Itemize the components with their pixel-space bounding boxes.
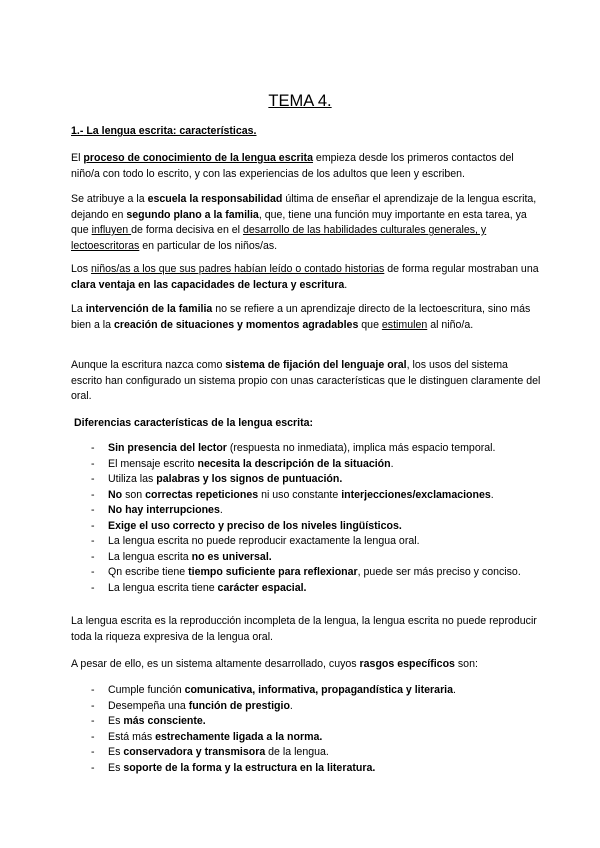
list-item: - La lengua escrita no es universal. [71,550,541,566]
list-item: - Qn escribe tiene tiempo suficiente para reflexionar, puede ser más preciso y conciso. [71,565,541,581]
list-item: - Utiliza las palabras y los signos de puntuación. [71,472,541,488]
paragraph-6: La lengua escrita es la reproducción incompleta de la lengua, la lengua escrita no puede reproducir toda la riqueza expresiva de la lengua oral. [71,615,537,643]
list-item: - La lengua escrita no puede reproducir exactamente la lengua oral. [71,534,541,550]
differences-heading: Diferencias características de la lengua escrita: [74,417,314,429]
paragraph-1: El proceso de conocimiento de la lengua escrita empieza desde los primeros contactos del niño/a con todo lo escrito, y con las experiencias de los adultos que leen y escriben. [71,152,514,180]
list-item: - No son correctas repeticiones ni uso constante interjecciones/exclamaciones. [71,488,541,504]
list-item: - La lengua escrita tiene carácter espacial. [71,581,541,597]
list-item: - Cumple función comunicativa, informativa, propagandística y literaria. [71,683,541,699]
list-item: - Es conservadora y transmisora de la lengua. [71,745,541,761]
list-item: - El mensaje escrito necesita la descripción de la situación. [71,457,541,473]
paragraph-3: Los niños/as a los que sus padres habían leído o contado historias de forma regular mostraban una clara ventaja en las capacidades de lectura y escritura. [71,263,539,291]
list-item: - Es soporte de la forma y la estructura en la literatura. [71,761,541,777]
list-item: - Es más consciente. [71,714,541,730]
list-item: - No hay interrupciones. [71,503,541,519]
paragraph-7: A pesar de ello, es un sistema altamente desarrollado, cuyos rasgos específicos son: [71,658,478,670]
paragraph-4: La intervención de la familia no se refiere a un aprendizaje directo de la lectoescritura, sino más bien a la creación de situaciones y momentos agradables que estimulen al niño/a. [71,303,531,331]
page-title: TEMA 4. [268,92,332,110]
list-item: - Está más estrechamente ligada a la norma. [71,730,541,746]
differences-list [71,441,541,596]
paragraph-5: Aunque la escritura nazca como sistema de fijación del lenguaje oral, los usos del sistema escrito han configurado un sistema propio con unas características que le distinguen claramente del oral. [71,359,541,402]
list-item: - Desempeña una función de prestigio. [71,699,541,715]
paragraph-2: Se atribuye a la escuela la responsabilidad última de enseñar el aprendizaje de la lengua escrita, dejando en segundo plano a la familia, que, tiene una función muy importante en esta tarea, ya que influyen de forma decisiva en el desarrollo de las habilidades culturales generales, y lectoescritoras en particular de los niños/as. [71,193,537,252]
section-heading: 1.- La lengua escrita: características. [71,125,257,137]
features-list [71,683,541,776]
list-item: - Exige el uso correcto y preciso de los niveles lingüísticos. [71,519,541,535]
list-item: - Sin presencia del lector (respuesta no inmediata), implica más espacio temporal. [71,441,541,457]
